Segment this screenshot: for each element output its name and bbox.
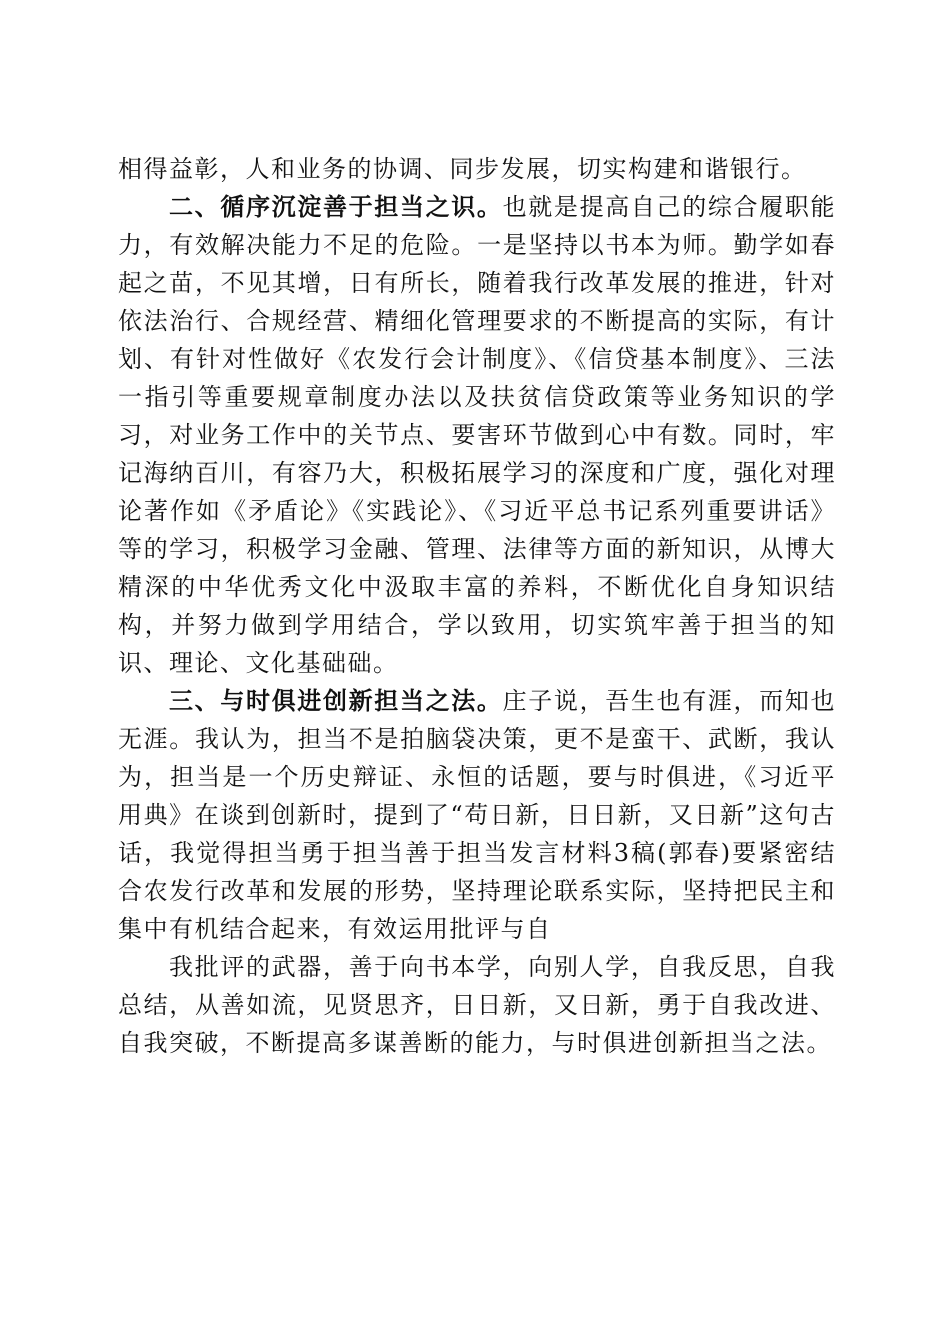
paragraph-text: 也就是提高自己的综合履职能力，有效解决能力不足的危险。一是坚持以书本为师。勤学如春起之苗，不见其增，日有所长，随着我行改革发展的推进，针对依法治行、合规经营、精细化管理要求的不断提高的实际，有计划、有针对性做好《农发行会计制度》、《信贷基本制度》、三法一指引等重要规章制度办法以及扶贫信贷政策等业务知识的学习，对业务工作中的关节点、要害环节做到心中有数。同时，牢记海纳百川，有容乃大，积极拓展学习的深度和广度，强化对理论著作如《矛盾论》《实践论》、《习近平总书记系列重要讲话》等的学习，积极学习金融、管理、法律等方面的新知识，从博大精深的中华优秀文化中汲取丰富的养料，不断优化自身知识结构，并努力做到学用结合，学以致用，切实筑牢善于担当的知识、理论、文化基础础。 bbox=[118, 193, 837, 677]
section-heading: 三、与时俱进创新担当之法。 bbox=[169, 687, 503, 715]
paragraph-continuation bbox=[118, 150, 836, 188]
paragraph-text: 我批评的武器，善于向书本学，向别人学，自我反思，自我总结，从善如流，见贤思齐，日日新，又日新，勇于自我改进、自我突破，不断提高多谋善断的能力，与时俱进创新担当之法。 bbox=[118, 953, 836, 1057]
paragraph-text: 庄子说，吾生也有涯，而知也无涯。我认为，担当不是拍脑袋决策，更不是蛮干、武断，我认为，担当是一个历史辩证、永恒的话题，要与时俱进，《习近平用典》在谈到创新时，提到了“苟日新，日日新，又日新”这句古话，我觉得担当勇于担当善于担当发言材料3稿(郭春)要紧密结合农发行改革和发展的形势，坚持理论联系实际，坚持把民主和集中有机结合起来，有效运用批评与自 bbox=[118, 687, 837, 943]
paragraph-section-two bbox=[118, 188, 836, 682]
document-body bbox=[118, 150, 836, 1062]
paragraph-section-three bbox=[118, 682, 836, 948]
paragraph-closing bbox=[118, 948, 836, 1062]
paragraph-text: 相得益彰，人和业务的协调、同步发展，切实构建和谐银行。 bbox=[118, 155, 807, 183]
section-heading: 二、循序沉淀善于担当之识。 bbox=[169, 193, 503, 221]
